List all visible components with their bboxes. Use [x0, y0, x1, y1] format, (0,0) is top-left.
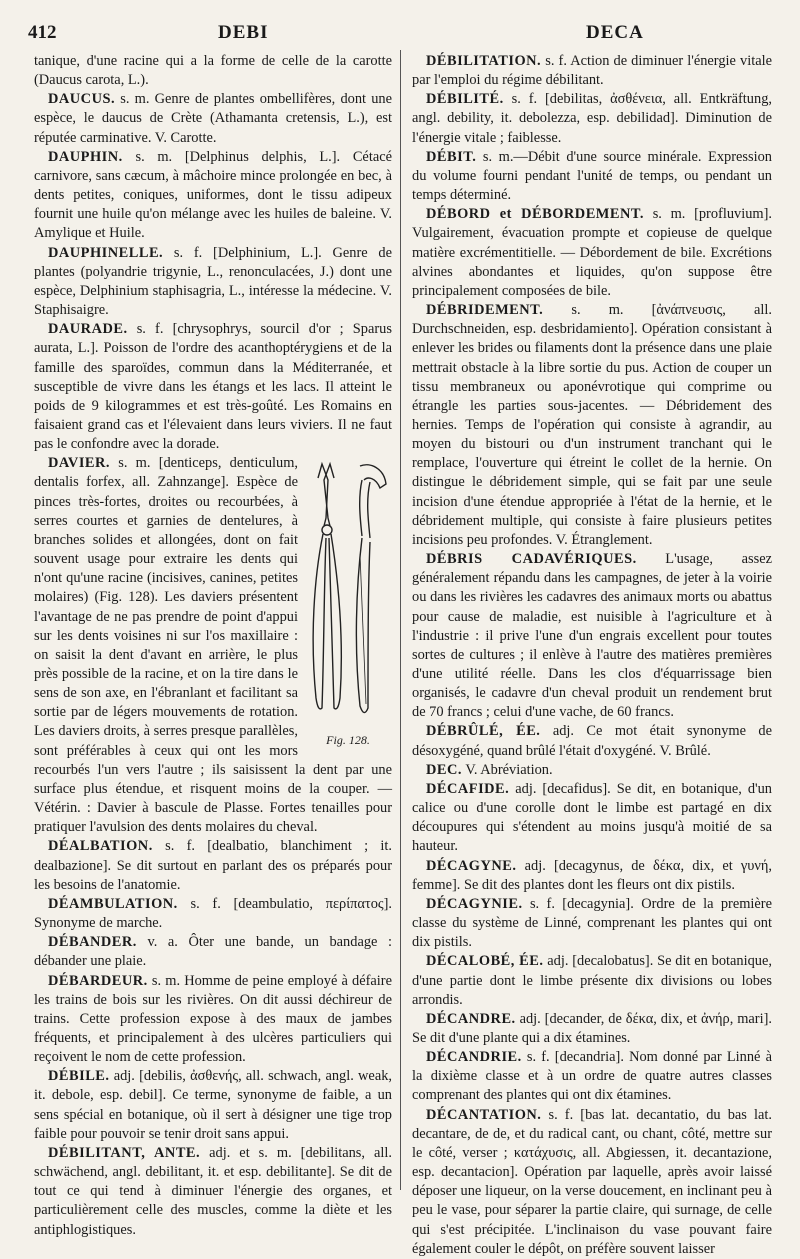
entry-headword: DÉCAGYNE. [426, 857, 517, 874]
entry-text: adj. [decander, de δέκα, dix, et ἀνήρ, mari]. Se dit d'une plante qui a dix étamines. [412, 1010, 772, 1046]
entry-headword: DÉBRIS CADAVÉRIQUES. [426, 551, 637, 568]
entry-text: adj. et s. m. [debilitans, all. schwächend, angl. debilitant, it. et esp. debilitante]. Se dit de tout ce qui tend à diminuer l'énergie des organes, et particulièrement celle des muscles, comme la diète et les antiphlogistiques. [34, 1144, 392, 1238]
entry-text: s. m. Homme de peine employé à défaire les trains de bois sur les rivières. On dit aussi déchireur de trains. Cette profession expose à des maux de jambes fréquents, et principalement à des ulcères particuliers qui reçoivent le nom de cette profession. [34, 972, 392, 1066]
entry [412, 148, 772, 205]
left-guide-word: DEBI [218, 22, 269, 43]
entry [412, 205, 772, 301]
entry [412, 895, 772, 952]
left-column [34, 52, 392, 1240]
entry [412, 52, 772, 90]
entry-headword: DAUPHIN. [48, 148, 123, 165]
entry [34, 837, 392, 894]
column-divider [400, 50, 401, 1190]
entry-text: tanique, d'une racine qui a la forme de celle de la carotte (Daucus carota, L.). [34, 53, 392, 89]
entry [34, 933, 392, 971]
entry-headword: DÉCANTATION. [426, 1106, 542, 1123]
entry-text: s. m. [Delphinus delphis, L.]. Cétacé carnivore, sans cæcum, à mâchoire mince prolongée en bec, à dents petites, coniques, uniformes, dont le tissu adipeux fournit une huile qu'on mélange avec les huiles de baleine. V. Amylique et Huile. [34, 148, 392, 242]
entry-headword: DÉCAFIDE. [426, 780, 510, 797]
entry-text: s. f. [chrysophrys, sourcil d'or ; Sparus aurata, L.]. Poisson de l'ordre des acanthoptérygiens et de la famille des sparoïdes, commun dans la Méditerranée, et susceptible de vivre dans les étangs et les lacs. Il atteint le poids de 9 kilogrammes et est très-goûté. Les Romains en faisaient grand cas et l'élevaient dans leurs viviers. Il ne faut pas le confondre avec la dorade. [34, 321, 392, 453]
entry-text: s. f. [debilitas, ἀσθένεια, all. Entkräftung, angl. debility, it. debolezza, esp. debilidad]. Diminution de l'énergie vitale ; faiblesse. [412, 91, 772, 146]
entry-text: adj. [decafidus]. Se dit, en botanique, d'un calice ou d'une corolle dont le limbe est partagé en dix découpures qui s'étendent au moins jusqu'à moitié de sa hauteur. [412, 780, 772, 855]
entry-text: s. m.—Débit d'une source minérale. Expression du volume fourni pendant l'unité de temps, ou pendant un temps déterminé. [412, 148, 772, 204]
entry [412, 90, 772, 147]
entry [34, 895, 392, 933]
entry-text: adj. [decagynus, de δέκα, dix, et γυνή, femme]. Se dit des plantes dont les fleurs ont dix pistils. [412, 857, 772, 893]
entry-headword: DEC. [426, 761, 462, 778]
entry-headword: DÉAMBULATION. [48, 895, 178, 912]
entry [34, 1144, 392, 1240]
entry-headword: DAURADE. [48, 321, 128, 338]
entry-text: adj. [decalobatus]. Se dit en botanique, d'une partie dont le limbe présente dix divisions ou lobes arrondis. [412, 953, 772, 1008]
entry [412, 780, 772, 857]
entry-headword: DÉBORD et DÉBORDEMENT. [426, 206, 644, 223]
entry [34, 148, 392, 244]
entry [412, 761, 772, 780]
figure-caption: Fig. 128. [326, 733, 370, 748]
entry-text: V. Abréviation. [465, 761, 553, 778]
right-guide-word: DECA [586, 22, 644, 43]
entry-headword: DÉBILITATION. [426, 53, 542, 69]
entry [34, 52, 392, 90]
page-number: 412 [28, 22, 57, 43]
entry-text: s. f. [bas lat. decantatio, du bas lat. decantare, de de, et du radical cant, ou chant, côté, mettre sur le côté, verser ; κατάχυσις, all. Abgiessen, it. decantazione, esp. decantacion]. Opération par laquelle, après avoir laissé déposer une liqueur, on la verse doucement, en inclinant peu à peu le vase, pour séparer la partie claire, qui surnage, de celle qui s'est précipitée. L'inclinaison du vase pouvant faire également couler le dépôt, on préfère souvent laisser [412, 1106, 772, 1257]
entry-headword: DÉBRÛLÉ, ÉE. [426, 723, 541, 740]
entry-headword: DAVIER. [48, 455, 111, 472]
entry [412, 952, 772, 1009]
entry-text: s. m. [denticeps, denticulum, dentalis forfex, all. Zahnzange]. Espèce de pinces très-fortes, droites ou recourbées, à serres courtes et garnies de dentelures, à branches solides et allongées, dont on fait souvent usage pour extraire les dents qui n'ont qu'une racine (incisives, canines, petites molaires) (Fig. 128). Les daviers présentent l'avantage de ne pas prendre de point d'appui sur les dents voisines ni sur l'os maxillaire : on saisit la dent d'avant en arrière, le plus près possible de la racine, et on la tire dans le sens de son axe, en l'ébranlant et facilitant sa sortie par de légers mouvements de rotation. Les daviers droits, à serres presque parallèles, sont préférables à ceux qui ont les mors recourbés l'un vers l'autre ; ils saisissent la dent par une surface plus étendue, et risquent moins de la couper. — Vétérin. : Davier à bascule de Plasse. Fortes tenailles pour pratiquer l'avulsion des dents molaires du cheval. [34, 455, 392, 836]
entry [34, 90, 392, 147]
entry-headword: DÉBARDEUR. [48, 972, 148, 989]
entry [412, 722, 772, 760]
entry [34, 320, 392, 454]
entry [34, 972, 392, 1068]
page-header [28, 22, 772, 48]
entry-text: s. f. [Delphinium, L.]. Genre de plantes (polyandrie trigynie, L., renonculacées, J.) dont une espèce, Delphinium staphisagria, L., intéresse la médecine. V. Staphisaigre. [34, 244, 392, 319]
entry-text: adj. [debilis, ἀσθενής, all. schwach, angl. weak, it. debole, esp. debil]. Ce terme, synonyme de faible, a un sens spécial en botanique, où il sert à désigner une tige trop faible pour pouvoir se tenir droit sans appui. [34, 1068, 393, 1142]
entry-headword: DÉBILITANT, ANTE. [48, 1144, 201, 1161]
entry-headword: DÉCANDRIE. [426, 1049, 522, 1066]
entry [34, 1067, 392, 1144]
entry [412, 1010, 772, 1048]
entry-text: v. a. Ôter une bande, un bandage : débander une plaie. [34, 934, 392, 970]
entry-headword: DÉBIT. [426, 148, 477, 165]
entry-headword: DÉBANDER. [48, 934, 137, 951]
entry-text: s. f. [deambulatio, περίπατος]. Synonyme de marche. [34, 895, 392, 932]
entry-text: s. m. [ἀνάπνευσις, all. Durchschneiden, esp. desbridamiento]. Opération consistant à enlever les brides ou filaments dont la présence dans une plaie mettrait obstacle à la libre sortie du pus. Action de couper un tissu membraneux ou aponévrotique qui comprime ou étrangle les parties sous-jacentes. — Débridement des hernies. Temps de l'opération qui consiste à agrandir, au moyen du bistouri ou d'un instrument tranchant qui le remplace, l'ouverture qui étreint le collet de la hernie. On distingue le débridement simple, qui se fait par une seule incision d'une étendue appropriée à l'état de la hernie, et le débridement multiple, qui consiste à faire plusieurs petites incisions peu profondes. V. Étranglement. [412, 302, 772, 548]
figure-128 [304, 458, 392, 750]
forceps-illustration [304, 458, 392, 728]
entry [412, 1106, 772, 1259]
entry-text: s. f. [dealbatio, blanchiment ; it. dealbazione]. Se dit surtout en parlant des os préparés pour les besoins de l'anatomie. [34, 838, 392, 893]
entry-text: s. m. Genre de plantes ombellifères, dont une espèce, le daucus de Crète (Athamanta cretensis, L.), est réputée carminative. V. Carotte. [34, 91, 392, 146]
entry-text: L'usage, assez généralement répandu dans les campagnes, de jeter à la voirie ou dans les rivières les cadavres des animaux morts ou abattus pour cause de maladie, est nuisible à l'agriculture et à l'industrie : il prive l'une d'un engrais excellent pour toutes sortes de cultures ; il enlève à l'autre des matières premières d'une utilité réelle. Dans les clos d'équarrissage bien organisés, le cadavre d'un cheval produit un rendement brut de 70 francs ; celui d'une vache, de 60 francs. [412, 551, 772, 721]
entry-headword: DÉBILITÉ. [426, 91, 504, 108]
entry [412, 857, 772, 895]
entry-headword: DÉCAGYNIE. [426, 895, 523, 912]
entry [412, 550, 772, 722]
entry-text: s. f. [decagynia]. Ordre de la première classe du système de Linné, comprenant les plantes qui ont dix pistils. [412, 895, 772, 951]
entry-text: s. f. [decandria]. Nom donné par Linné à la dixième classe et à un ordre de quatre autres classes comprenant des plantes qui ont dix étamines. [412, 1049, 772, 1104]
entry-headword: DÉBRIDEMENT. [426, 302, 544, 319]
entry-headword: DÉCALOBÉ, ÉE. [426, 953, 544, 970]
entry [34, 244, 392, 321]
right-column [412, 52, 772, 1259]
entry-headword: DÉCANDRE. [426, 1010, 516, 1027]
entry-headword: DÉALBATION. [48, 838, 153, 855]
entry-text: s. f. Action de diminuer l'énergie vitale par l'emploi du régime débilitant. [412, 53, 772, 89]
entry [412, 301, 772, 550]
entry-headword: DÉBILE. [48, 1068, 110, 1085]
entry-text: s. m. [profluvium]. Vulgairement, évacuation prompte et copieuse de quelque matière excrémentitielle. — Débordement de bile. Excrétions alvines abondantes et liquides, qu'on suppose être principalement composées de bile. [412, 206, 773, 299]
entry-headword: DAUPHINELLE. [48, 244, 164, 261]
entry-text: adj. Ce mot était synonyme de désoxygéné, quand brûlé l'était d'oxygéné. V. Brûlé. [412, 723, 772, 759]
entry-headword: DAUCUS. [48, 91, 116, 108]
entry [412, 1048, 772, 1105]
